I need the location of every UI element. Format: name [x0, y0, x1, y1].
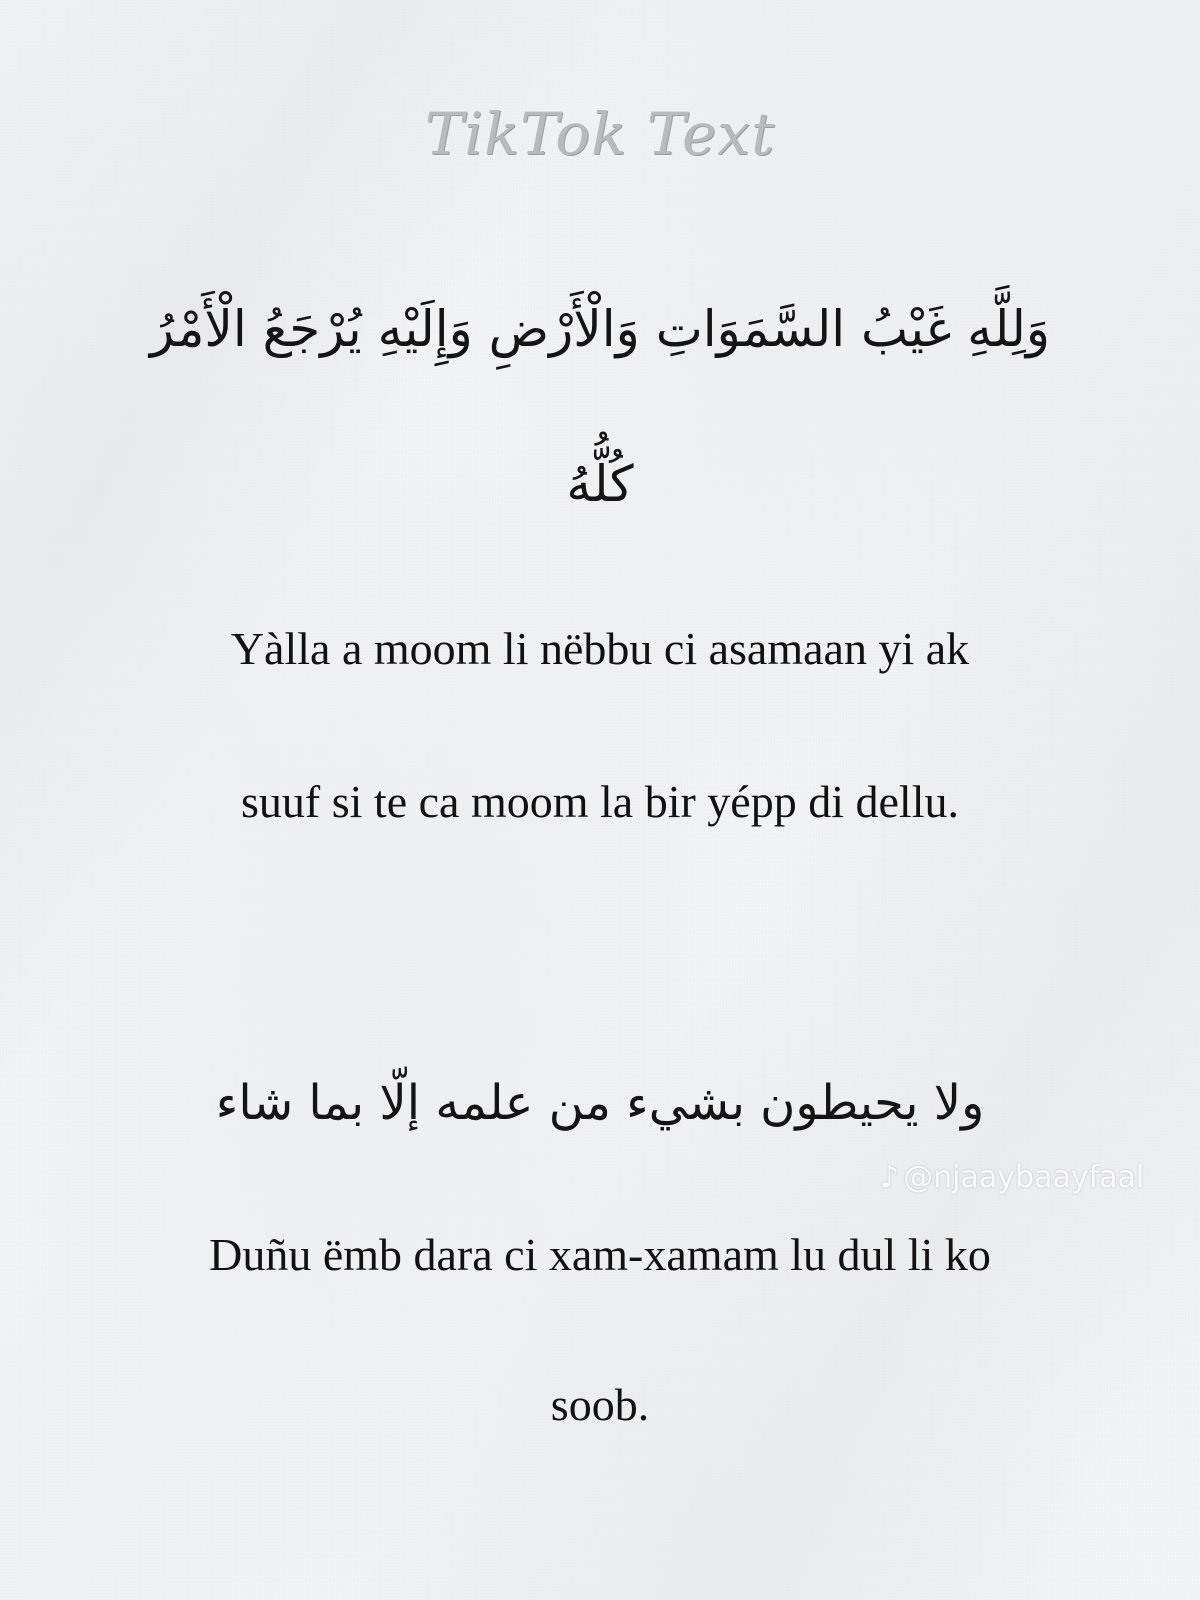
verse-arabic-line-1: وَلِلَّهِ غَيْبُ السَّمَوَاتِ وَالْأَرْضِ وَإِلَيْهِ يُرْجَعُ الْأَمْرُ — [150, 300, 1050, 358]
verse-2-arabic-line: ولا يحيطون بشيء من علمه إلّا بما شاء — [215, 1075, 985, 1131]
verse-arabic-line-2: كُلُّهُ — [566, 455, 634, 513]
brand-title: TikTok Text — [424, 100, 776, 168]
watermark-handle: @njaaybaayfaal — [903, 1160, 1145, 1195]
translation-1-line-1: Yàlla a moom li nëbbu ci asamaan yi ak — [230, 623, 970, 674]
translation-1-line-2: suuf si te ca moom la bir yépp di dellu. — [241, 776, 959, 827]
translation-2-line-1: Duñu ëmb dara ci xam-xamam lu dul li ko — [209, 1229, 991, 1280]
translation-2-line-2: soob. — [550, 1379, 650, 1430]
tiktok-note-icon: ♪ — [880, 1160, 900, 1195]
watermark — [880, 1160, 1180, 1195]
